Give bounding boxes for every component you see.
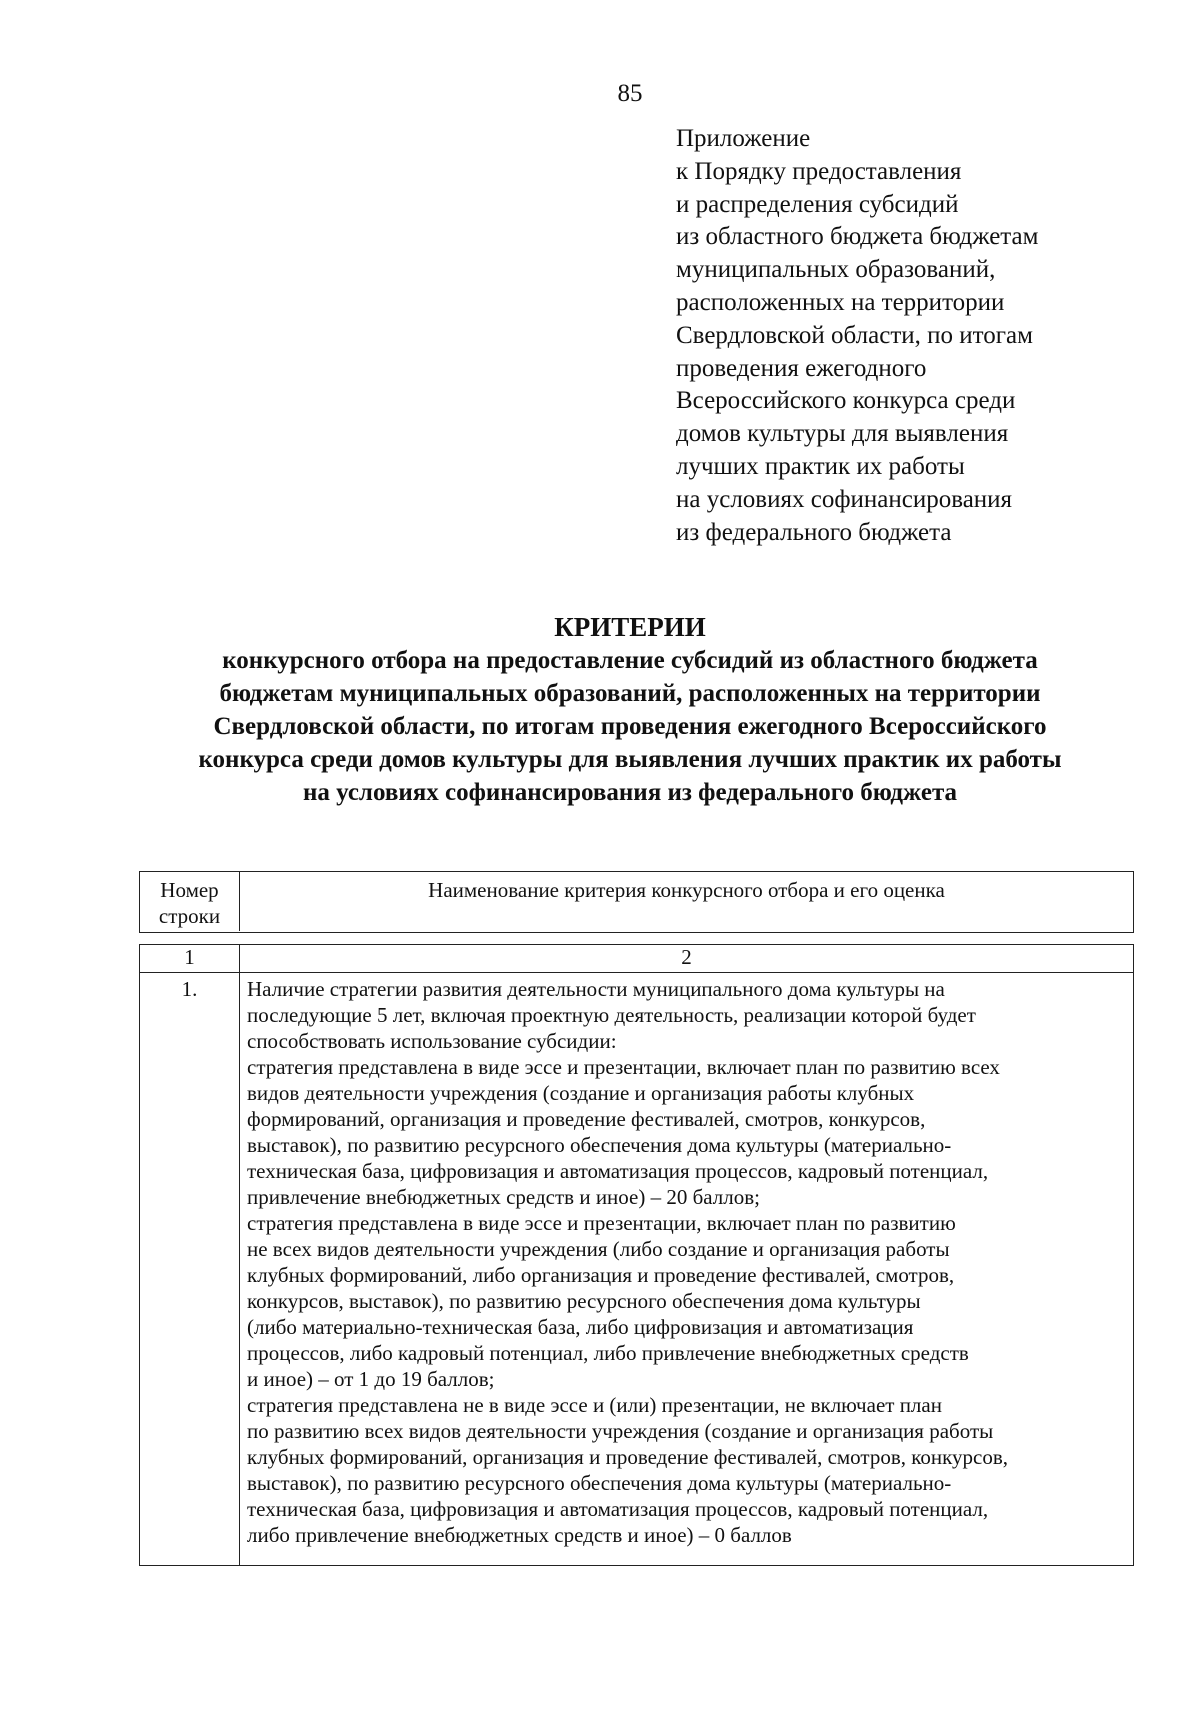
subtitle-line: конкурсного отбора на предоставление субсидий из областного бюджета — [222, 647, 1038, 674]
criterion-line: либо привлечение внебюджетных средств и иное) – 0 баллов — [247, 1523, 792, 1547]
criterion-line: стратегия представлена в виде эссе и презентации, включает план по развитию всех — [247, 1055, 1000, 1079]
document-title: КРИТЕРИИ — [554, 612, 706, 642]
criterion-line: техническая база, цифровизация и автоматизация процессов, кадровый потенциал, — [247, 1497, 989, 1521]
appendix-line: домов культуры для выявления — [676, 420, 1009, 448]
header-row-number-line: строки — [158, 904, 221, 928]
appendix-line: расположенных на территории — [676, 288, 1005, 316]
document-heading — [120, 610, 1140, 809]
criterion-line: по развитию всех видов деятельности учреждения (создание и организация работы — [247, 1419, 994, 1443]
subtitle-line: Свердловской области, по итогам проведения ежегодного Всероссийского — [213, 713, 1047, 740]
appendix-line: и распределения субсидий — [676, 190, 959, 218]
criterion-line: процессов, либо кадровый потенциал, либо привлечение внебюджетных средств — [247, 1341, 969, 1365]
appendix-line: муниципальных образований, — [676, 256, 996, 284]
appendix-line: из областного бюджета бюджетам — [676, 223, 1039, 251]
criterion-line: конкурсов, выставок), по развитию ресурсного обеспечения дома культуры — [247, 1289, 921, 1313]
header-criterion-name: Наименование критерия конкурсного отбора и его оценка — [428, 878, 945, 902]
criterion-line: техническая база, цифровизация и автоматизация процессов, кадровый потенциал, — [247, 1159, 989, 1183]
header-row-number-line: Номер — [160, 878, 219, 902]
criterion-line: и иное) – от 1 до 19 баллов; — [247, 1367, 495, 1391]
appendix-line: Свердловской области, по итогам — [676, 321, 1033, 349]
appendix-line: из федерального бюджета — [676, 518, 952, 546]
subtitle-line: бюджетам муниципальных образований, расположенных на территории — [219, 680, 1041, 707]
criterion-line: Наличие стратегии развития деятельности муниципального дома культуры на — [247, 977, 945, 1001]
criterion-text — [240, 973, 1133, 1565]
criterion-line: стратегия представлена в виде эссе и презентации, включает план по развитию — [247, 1211, 956, 1235]
appendix-line: Приложение — [676, 125, 811, 152]
criterion-line: последующие 5 лет, включая проектную деятельность, реализации которой будет — [247, 1003, 976, 1027]
criterion-line: видов деятельности учреждения (создание и организация работы клубных — [247, 1081, 915, 1105]
column-numbers-row — [140, 945, 1133, 973]
criterion-line: клубных формирований, организация и проведение фестивалей, смотров, конкурсов, — [247, 1445, 1009, 1469]
header-row-number — [140, 872, 240, 931]
criterion-line: выставок), по развитию ресурсного обеспечения дома культуры (материально- — [247, 1471, 952, 1495]
criterion-line: не всех видов деятельности учреждения (либо создание и организация работы — [247, 1237, 950, 1261]
appendix-line: лучших практик их работы — [676, 452, 965, 480]
appendix-line: на условиях софинансирования — [676, 485, 1013, 513]
criteria-table-header — [139, 871, 1134, 933]
row-number: 1. — [140, 973, 240, 1565]
criteria-table — [139, 944, 1134, 1566]
table-row — [140, 973, 1133, 1565]
criterion-line: привлечение внебюджетных средств и иное) – 20 баллов; — [247, 1185, 761, 1209]
criterion-line: выставок), по развитию ресурсного обеспечения дома культуры (материально- — [247, 1133, 952, 1157]
subtitle-line: на условиях софинансирования из федерального бюджета — [302, 779, 958, 806]
criterion-line: (либо материально-техническая база, либо цифровизация и автоматизация — [247, 1315, 914, 1339]
criterion-line: способствовать использование субсидии: — [247, 1029, 617, 1053]
criterion-line: стратегия представлена не в виде эссе и (или) презентации, не включает план — [247, 1393, 942, 1417]
column-number: 1 — [140, 945, 240, 972]
page-number: 85 — [617, 80, 643, 107]
criterion-line: формирований, организация и проведение фестивалей, смотров, конкурсов, — [247, 1107, 926, 1131]
appendix-line: проведения ежегодного — [676, 354, 927, 382]
criterion-line: клубных формирований, либо организация и проведение фестивалей, смотров, — [247, 1263, 955, 1287]
subtitle-line: конкурса среди домов культуры для выявления лучших практик их работы — [198, 746, 1062, 773]
column-number: 2 — [681, 945, 692, 969]
appendix-line: Всероссийского конкурса среди — [676, 387, 1016, 415]
appendix-note — [676, 123, 1136, 549]
appendix-line: к Порядку предоставления — [676, 157, 962, 185]
